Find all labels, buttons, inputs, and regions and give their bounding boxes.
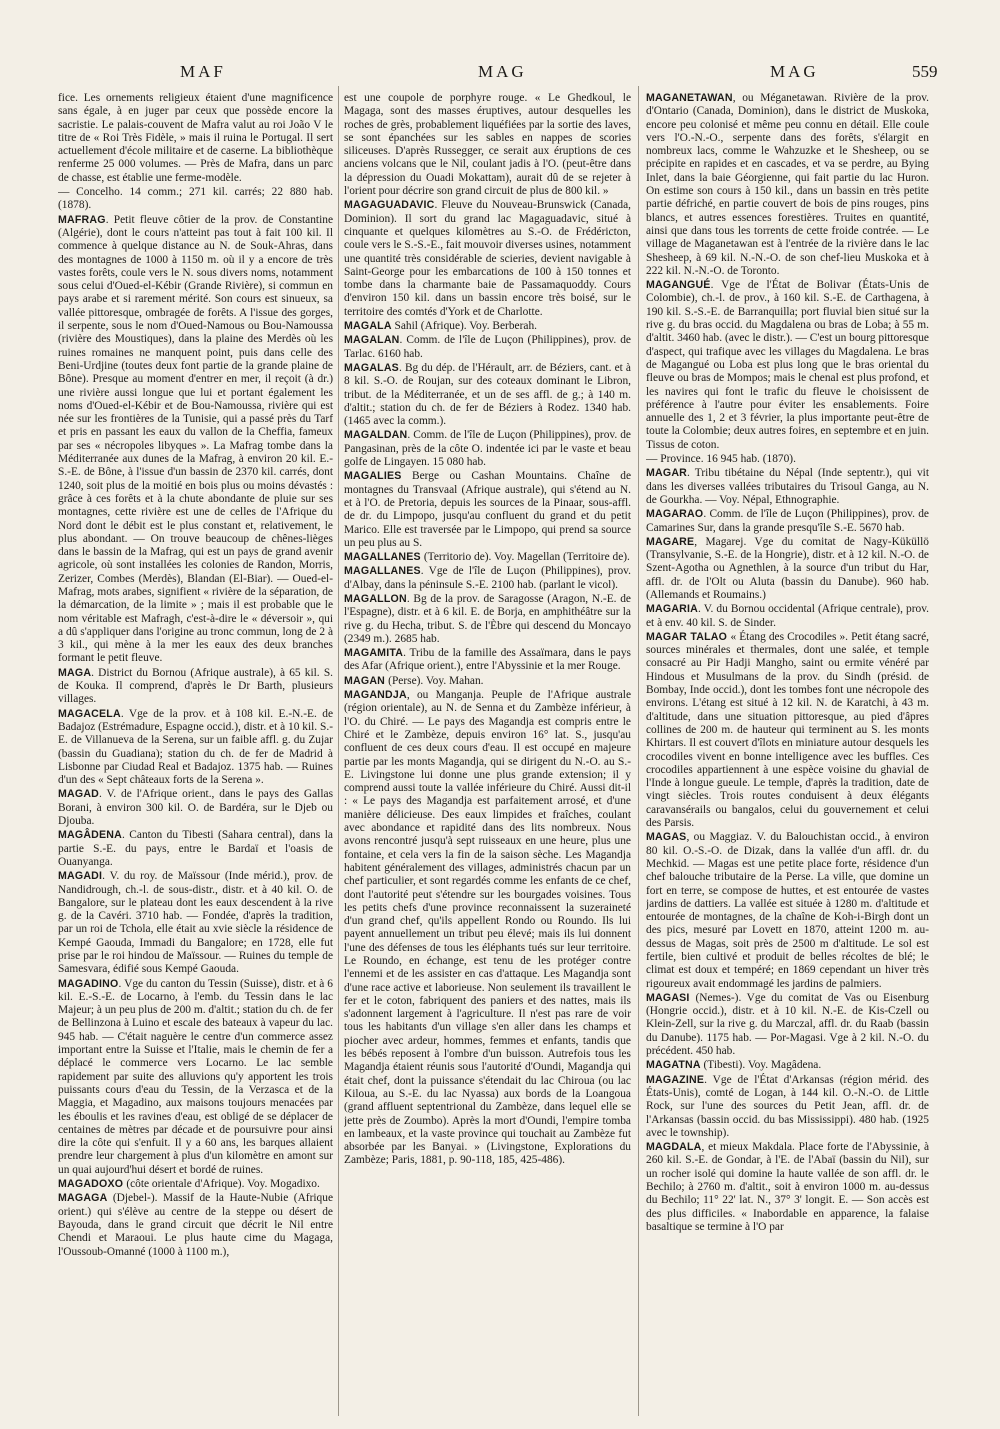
dictionary-entry: MAGANGUÉ. Vge de l'État de Bolivar (États-Unis de Colombie), ch.-l. de prov., à 160 kil. S.-E. de Carthagena, à 190 kil. S.-S.-E. de Barranquilla; port fluvial bien situé sur la rive g. du bras occid. du Magdalena ou bras de Loba; à 55 m. d'altit. 3460 hab. (avec le distr.). — C'est un bourg pittoresque d'aspect, qui trafique avec les villages du Magdalena. Le bras de Magangué ou Loba est plus long que le bras oriental du fleuve ou bras de Mompos; mais le chenal est plus profond, et les navires qui font le trafic du fleuve le choisissent de préférence à l'autre pour éviter les ensablements. Foire annuelle des 1, 2 et 3 février, la plus importante peut-être de toute la Colombie; deux autres foires, en septembre et en juin. Tissus de coton. [646, 279, 929, 451]
entry-headword: MAGALAN [344, 334, 400, 347]
entry-headword: MAGAS [646, 831, 687, 844]
dictionary-entry: MAGAR. Tribu tibétaine du Népal (Inde septentr.), qui vit dans les diverses vallées tributaires du Trisoul Ganga, au N. de Gourkha. — Voy. Népal, Ethnographie. [646, 467, 929, 506]
entry-headword: MAGÂDENA [58, 829, 122, 842]
entry-headword: MAGAGA [58, 1192, 113, 1205]
column-rule [338, 86, 339, 1416]
entry-headword: MAGAR TALAO [646, 630, 731, 643]
dictionary-entry: MAGADOXO (côte orientale d'Afrique). Voy. Mogadixo. [58, 1178, 320, 1191]
dictionary-entry: MAGALIES Berge ou Cashan Mountains. Chaîne de montagnes du Transvaal (Afrique australe), qui s'étend au N. et à l'O. de Pretoria, depuis les sources de la Pinaar, sous-affl. de dr. du Limpopo, jusqu'au confluent du grand et du petit Marico. Elle est traversée par le Limpopo, qui prend sa source un peu plus au S. [344, 470, 631, 549]
text-column-1 [58, 92, 333, 1414]
page-number: 559 [912, 62, 938, 81]
entry-headword: MAGADINO [58, 977, 119, 990]
dictionary-entry: MAGASI (Nemes-). Vge du comitat de Vas ou Eisenburg (Hongrie occid.), distr. et à 10 kil. N.-E. de Kis-Czell ou Klein-Zell, sur la rive g. du Marczal, affl. dr. du Raab (bassin du Danube). 1175 hab. — Por-Magasi. Vge à 2 kil. N.-O. du précédent. 450 hab. [646, 991, 929, 1058]
dictionary-entry: MAGDALA, et mieux Makdala. Place forte de l'Abyssinie, à 260 kil. S.-E. de Gondar, à l'E. de l'Abaï (bassin du Nil), sur un rocher isolé qui domine la haute vallée de son affl. dr. le Bechilo; à 2760 m. d'altit., soit à environ 1000 m. au-dessus du Bechilo; 11° 22' lat. N., 37° 3' longit. E. — Son accès est des plus difficiles. « Inabordable en apparence, la falaise basaltique se termine à l'O par [646, 1141, 929, 1233]
dictionary-entry: MAGADINO. Vge du canton du Tessin (Suisse), distr. et à 6 kil. E.-S.-E. de Locarno, à l'emb. du Tessin dans le lac Majeur; à un peu plus de 200 m. d'altit.; station du ch. de fer de Bellinzona à Luino et escale des bateaux à vapeur du lac. 945 hab. — C'était naguère le centre d'un commerce assez important entre la Suisse et l'Italie, mais le chemin de fer a déplacé le commerce vers Locarno. Le lac semble rapidement par suite des alluvions qu'y apportent les trois puissants cours d'eau du Tessin, de la Verzasca et de la Maggia, et Magadino, aux maisons toujours menacées par les éboulis et les ravines d'eau, est obligé de se déplacer de centaines de mètres par décade et de poursuivre pour ainsi dire la côte qui s'enfuit. Il y a 60 ans, les barques allaient prendre leur chargement à plus d'un kilomètre en amont sur un quai aujourd'hui désert et bordé de ruines. [58, 977, 333, 1176]
dictionary-entry: MAGALAN. Comm. de l'île de Luçon (Philippines), prov. de Tarlac. 6160 hab. [344, 334, 631, 360]
entry-headword: MAGARE [646, 535, 695, 548]
text-column-2 [344, 92, 631, 1414]
entry-headword: MAGA [58, 666, 92, 679]
running-head-center: MAG [478, 62, 527, 81]
entry-headword: MAGAGUADAVIC [344, 199, 435, 212]
running-head-right: MAG [770, 62, 819, 81]
entry-headword: MAGAN [344, 674, 389, 687]
dictionary-entry: MAGADI. V. du roy. de Maïssour (Inde mérid.), prov. de Nandidrough, ch.-l. de sous-distr., distr. et à 40 kil. O. de Bangalore, sur le plateau dont les eaux descendent à la rive g. de la Cavéri. 3710 hab. — Fondée, d'après la tradition, par un roi de Tchola, elle était au xvie siècle la résidence de Kempé Gaouda, Immadi du Bangalore; en 1728, elle fut prise par le roi hindou de Maïssour. — Ruines du temple de Samesvara, édifié sous Kempé Gaouda. [58, 870, 333, 976]
dictionary-entry: — Concelho. 14 comm.; 271 kil. carrés; 22 880 hab. (1878). [58, 186, 333, 212]
entry-headword: MAGANETAWAN [646, 92, 733, 104]
entry-headword: MAGARIA [646, 603, 699, 616]
entry-headword: MAGAR [646, 467, 688, 480]
dictionary-entry: MAGAS, ou Maggiaz. V. du Balouchistan occid., à environ 80 kil. O.-S.-O. de Dizak, dans la vallée d'un affl. dr. du Mechkid. — Magas est une petite place forte, résidence d'un chef balouche tributaire de la Perse. La ville, que domine un fort en terre, se compose de huttes, et est entourée de vastes jardins de dattiers. La vallée est située à 1280 m. d'altitude et entourée de montagnes, de la chaîne de Koh-i-Birgh dont un des pics, mesuré par Lovett en 1870, atteint 1200 m. au-dessus de Magas, soit près de 2500 m d'altitude. Le sol est fertile, bien cultivé et produit de belles récoltes de blé; le climat est doux et tempéré; en 1869 cependant un hiver très rigoureux avait endommagé les jardins de palmiers. [646, 831, 929, 990]
entry-headword: MAGALAS [344, 361, 399, 374]
entry-headword: MAGANDJA [344, 689, 407, 702]
entry-headword: MAGADOXO [58, 1178, 127, 1191]
dictionary-entry: MAGÂDENA. Canton du Tibesti (Sahara central), dans la partie S.-E. du pays, entre le Bardaï et l'oasis de Ouanyanga. [58, 829, 333, 868]
entry-headword: MAGALLANES [344, 565, 421, 578]
entry-headword: MAGALLANES [344, 551, 424, 564]
entry-headword: MAGATNA [646, 1059, 704, 1072]
dictionary-entry: MAGAMITA. Tribu de la famille des Assaïmara, dans le pays des Afar (Afrique orient.), entre l'Abyssinie et la mer Rouge. [344, 647, 631, 673]
dictionary-entry: MAGALAS. Bg du dép. de l'Hérault, arr. de Béziers, cant. et à 8 kil. S.-O. de Roujan, sur des coteaux dominant le Libron, tribut. de la Méditerranée, et un de ses affl. de g.; à 140 m. d'altit.; station du ch. de fer de Béziers à Rodez. 1340 hab. (1465 avec la comm.). [344, 361, 631, 428]
dictionary-entry: MAGARE, Magarej. Vge du comitat de Nagy-Küküllö (Transylvanie, S.-E. de la Hongrie), distr. et à 12 kil. N.-O. de Szent-Agotha ou Agnethlen, à la source d'un tribut du Har, affl. dr. de l'Olt ou Aluta (bassin du Danube). 960 hab. (Allemands et Roumains.) [646, 535, 929, 601]
dictionary-entry: MAGAGUADAVIC. Fleuve du Nouveau-Brunswick (Canada, Dominion). Il sort du grand lac Magaguadavic, situé à cinquante et quelques kilomètres au S.-O. de Frédéricton, coule vers le S.-S.-E., fait mouvoir diverses usines, notamment une quantité très considérable de scieries, devient navigable à Saint-George pour les embarcations de 100 à 150 tonnes et tombe dans la charmante baie de Passamaquoddy. Cours d'environ 150 kil. dans un bassin encore très boisé, sur le territoire des comtés d'York et de Charlotte. [344, 199, 631, 318]
entry-headword: MAGACELA [58, 707, 121, 720]
dictionary-entry: MAGATNA (Tibesti). Voy. Magâdena. [646, 1059, 822, 1072]
entry-headword: MAGDALA [646, 1141, 702, 1154]
dictionary-entry: MAGANDJA, ou Manganja. Peuple de l'Afrique australe (région orientale), au N. de Senna et du Zambèze inférieur, à l'O. du Chiré. — Le pays des Magandja est compris entre le Chiré et le Zambèze, depuis environ 16° lat. S., jusqu'au confluent de ces deux cours d'eau. Il est occupé en majeure partie par les monts Magandja, qui se dirigent du N.-O. au S.-E. Livingstone lui donne une plus grande extension; il y comprend aussi toute la vallée inférieure du Chiré. Aussi dit-il : « Le pays des Magandja est parfaitement arrosé, et d'une manière délicieuse. Des eaux limpides et fraîches, coulant avec abondance et rapidité dans des lits nombreux. Nous avons rencontré jusqu'à sept ruisseaux en une heure, plus une fontaine, et cela vers la fin de la saison sèche. Les Magandja habitent généralement des villages, administrés chacun par un chef particulier, et sont regardés comme les enfants de ce chef, dont l'autorité peut s'étendre sur les bourgades voisines. Tous les petits chefs d'une province reconnaissent la suzeraineté d'un grand chef, qu'ils appellent Rondo ou Roundo. Ils lui payent annuellement un tribut peu élevé; mais ils lui donnent l'une des défenses de tous les éléphants tués sur leur territoire. Le Roundo, en échange, est tenu de les protéger contre l'ennemi et de les assister en cas d'attaque. Les Magandja sont d'une race active et laborieuse. Non seulement ils travaillent le fer et le coton, fabriquent des paniers et des nattes, mais ils s'adonnent largement à l'agriculture. Il n'est pas rare de voir tous les habitants d'un village s'en aller dans les champs et piocher avec ardeur, hommes, femmes et enfants, tandis que les bébés reposent à l'ombre d'un buisson. Autrefois tous les Magandja étaient réunis sous l'autorité d'Oundi, Magandja qui était chef, dont la puissance s'étendait du lac Chiroua (ou lac Kiloua, au S.-E. du lac Nyassa) aux bords de la Loangoua (grand affluent septentrional du Zambèze, dans lequel elle se jette près de Zoumbo). Après la mort d'Oundi, l'empire tomba en lambeaux, et la vaste province qui touchait au Zambèze fut absorbée par les Banyai. » (Livingstone, Explorations du Zambèze; Paris, 1881, p. 90-118, 185, 425-486). [344, 689, 631, 1167]
dictionary-entry: MAGARIA. V. du Bornou occidental (Afrique centrale), prov. et à env. 40 kil. S. de Sinder. [646, 603, 929, 629]
dictionary-entry: MAGALDAN. Comm. de l'île de Luçon (Philippines), prov. de Pangasinan, près de la côte O. indentée ici par le vaste et beau golfe de Lingayen. 15 080 hab. [344, 429, 631, 469]
entry-headword: MAGALLON [344, 592, 407, 605]
column-rule [638, 86, 639, 1416]
dictionary-entry: MAFRAG. Petit fleuve côtier de la prov. de Constantine (Algérie), dont le cours n'atteint pas tout à fait 100 kil. Il commence à quelque distance au N. de Souk-Ahras, dans des montagnes de 1000 à 1150 m. où il y a encore de très vastes forêts, coule vers le N. sous divers noms, notamment sous celui d'Oued-el-Kébir (Grande Rivière), si commun en pays arabe et si rarement mérité. Son cours est sinueux, sa vallée pittoresque, ombragée de forêts. A l'issue des gorges, il serpente, sous le nom d'Oued-Namous ou Bou-Namoussa (rivière des Moustiques), dans la plaine des Merdès où les ruines romaines ne manquent point, puis dans celle des Beni-Urdjine (toutes deux font partie de la grande plaine de Bône). Presque au moment d'entrer en mer, il reçoit (à dr.) une rivière aussi longue que lui et portant également les noms d'Oued-el-Kébir et de Bou-Namoussa, rivière qui est née sur les frontières de la Tunisie, qui a passé près du Tarf et pris en passant les eaux du vallon de la Cheffia, fameux par ses « nécropoles libyques ». La Mafrag tombe dans la Méditerranée aux dunes de la Mafrag, à environ 20 kil. E.-S.-E. de Bône, à l'issue d'un bassin de 2370 kil. carrés, dont 1240, soit plus de la moitié en bois plus ou moins dévastés : grâce à ces forêts et à la chute abondante de pluie sur ses montagnes, cette rivière est une de celles de l'Afrique du Nord dont le débit est le plus constant et, relativement, le plus abondant. — On trouve beaucoup de chênes-lièges dans le bassin de la Mafrag, qui est un pays de grand avenir agricole, où sont installées les colonies de Randon, Morris, Zerizer, Combes (Merdès), Blandan (El-Biar). — Oued-el-Mafrag, mots arabes, signifient « rivière de la séparation, de la démarcation, de la limite » ; mais il est probable que le nom véritable est Mafragh, c'est-à-dire le « déversoir », qui a dû s'appliquer dans l'origine au tronc commun, long de 2 à 3 kil., qui mène à la mer les eaux des deux branches formant le petit fleuve. [58, 213, 333, 665]
dictionary-entry: MAGALLON. Bg de la prov. de Saragosse (Aragon, N.-E. de l'Espagne), distr. et à 6 kil. E. de Borja, en amphithéâtre sur la rive g. du Hecha, tribut. S. de l'Èbre qui descend du Moncayo (2349 m.). 2685 hab. [344, 592, 631, 645]
entry-headword: MAGAD [58, 788, 100, 801]
dictionary-entry: fice. Les ornements religieux étaient d'une magnificence sans égale, à en juger par ceux que possède encore la sacristie. Le palais-couvent de Mafra valut au roi João V le titre de « Roi Très Fidèle, » mais il ruina le Portugal. Il sert actuellement d'école militaire et de caserne. La bibliothèque renferme 25 000 volumes. — Près de Mafra, dans un parc de chasse, est établie une ferme-modèle. [58, 92, 333, 184]
dictionary-entry: — Province. 16 945 hab. (1870). [646, 453, 796, 466]
entry-headword: MAGASI [646, 991, 696, 1004]
dictionary-entry: MAGACELA. Vge de la prov. et à 108 kil. E.-N.-E. de Badajoz (Estrémadure, Espagne occid.), distr. et à 10 kil. S.-E. de Villanueva de la Serena, sur un faible affl. g. du Zujar (bassin du Guadiana); station du ch. de fer de Madrid à Lisbonne par Ciudad Real et Badajoz. 1375 hab. — Ruines d'un des « Sept châteaux forts de la Serena ». [58, 707, 333, 787]
dictionary-entry: MAGAR TALAO « Étang des Crocodiles ». Petit étang sacré, sources minérales et thermales, dont une salée, et temple consacré au Pir Hadji Mangho, saint ou ermite vénéré par Hindous et Musulmans de la prov. du Sindh (présid. de Bombay, Inde occid.), dont les tombes font une nécropole des environs. L'étang est situé à 12 kil. N. de Karatchi, à 43 m. d'altitude, dans une situation pittoresque, au pied d'âpres collines de 200 m. de hauteur qui terminent au S. les monts Khirtars. Il est couvert d'îlots en miniature autour desquels les crocodiles vivent en bonne intelligence avec les buffles. Ces crocodiles appartiennent à une espèce voisine du ghavial de l'Inde à longue gueule. Le temple, d'après la tradition, date de vingt siècles. Trois routes conduisent à deux élégants caravansérails ou bangalos, celui du gouvernement et celui des Parsis. [646, 630, 929, 830]
dictionary-entry: MAGALA Sahil (Afrique). Voy. Berberah. [344, 320, 537, 333]
entry-headword: MAGAMITA [344, 647, 404, 660]
dictionary-entry: MAGALLANES (Territorio de). Voy. Magellan (Territoire de). [344, 551, 630, 564]
dictionary-entry: MAGAGA (Djebel-). Massif de la Haute-Nubie (Afrique orient.) qui s'élève au centre de la steppe ou désert de Bayouda, dans le grand circuit que décrit le Nil entre Chendi et Maraoui. Le plus haute cime du Magaga, l'Oussoub-Omanné (1000 à 1100 m.), [58, 1192, 333, 1258]
entry-headword: MAGADI [58, 870, 103, 883]
dictionary-entry: MAGANETAWAN, ou Méganetawan. Rivière de la prov. d'Ontario (Canada, Dominion), dans le district de Muskoka, encore peu colonisé et même peu connu en détail. Elle coule vers l'O.-N.-O., serpente dans des forêts, s'élargit en nombreux lacs, comme le Wahzuzke et le Shesheep, ou se précipite en rapides et en cascades, et va se perdre, au Bying Inlet, dans la baie Géorgienne, qui fait partie du lac Huron. On estime son cours à 150 kil., dans un bassin en très petite partie défriché, en partie couvert de bois de pins rouges, pins blancs, et autres essences forestières. Truites en quantité, ainsi que dans tous les torrents de cette froide contrée. — Le village de Maganetawan est à l'entrée de la rivière dans le lac Shesheep, à 69 kil. N.-N.-O. de son chef-lieu Muskoka et à 222 kil. N.-N.-O. de Toronto. [646, 92, 929, 277]
entry-headword: MAGAZINE [646, 1073, 705, 1086]
entry-headword: MAGARAO [646, 508, 704, 521]
entry-headword: MAGALDAN [344, 429, 408, 442]
text-column-3 [646, 92, 929, 1414]
entry-headword: MAGALIES [344, 470, 402, 483]
dictionary-entry: MAGALLANES. Vge de l'île de Luçon (Philippines), prov. d'Albay, dans la péninsule S.-E. 2100 hab. (parlant le vicol). [344, 565, 631, 591]
dictionary-entry: est une coupole de porphyre rouge. « Le Ghedkoul, le Magaga, sont des masses éruptives, autour desquelles les roches de grès, probablement liquéfiées par la sortie des laves, se sont épanchées sur les sables en nappes de scories siliceuses. D'après Russegger, ce serait aux éruptions de ces anciens volcans que le Nil, coulant jadis à l'O. (peut-être dans la dépression du Ouadi Mokattam), aurait dû de se rejeter à l'orient pour décrire son grand circuit de plus de 800 kil. » [344, 92, 631, 198]
entry-headword: MAFRAG [58, 213, 106, 226]
dictionary-entry: MAGAZINE. Vge de l'État d'Arkansas (région mérid. des États-Unis), comté de Logan, à 144 kil. O.-N.-O. de Little Rock, sur l'une des sources du Petit Jean, affl. dr. de l'Arkansas (bassin occid. du bas Mississippi). 480 hab. (1925 avec le township). [646, 1073, 929, 1139]
dictionary-entry: MAGAD. V. de l'Afrique orient., dans le pays des Gallas Borani, à environ 300 kil. O. de Bardéra, sur le Djeb ou Djouba. [58, 788, 333, 828]
dictionary-entry: MAGARAO. Comm. de l'île de Luçon (Philippines), prov. de Camarines Sur, dans la grande presqu'île S.-E. 5670 hab. [646, 508, 929, 534]
running-head-left: MAF [180, 62, 226, 81]
dictionary-entry: MAGAN (Perse). Voy. Mahan. [344, 674, 484, 687]
entry-headword: MAGANGUÉ [646, 279, 711, 292]
entry-headword: MAGALA [344, 320, 392, 333]
dictionary-entry: MAGA. District du Bornou (Afrique australe), à 65 kil. S. de Kouka. Il comprend, d'après le Dr Barth, plusieurs villages. [58, 666, 333, 706]
